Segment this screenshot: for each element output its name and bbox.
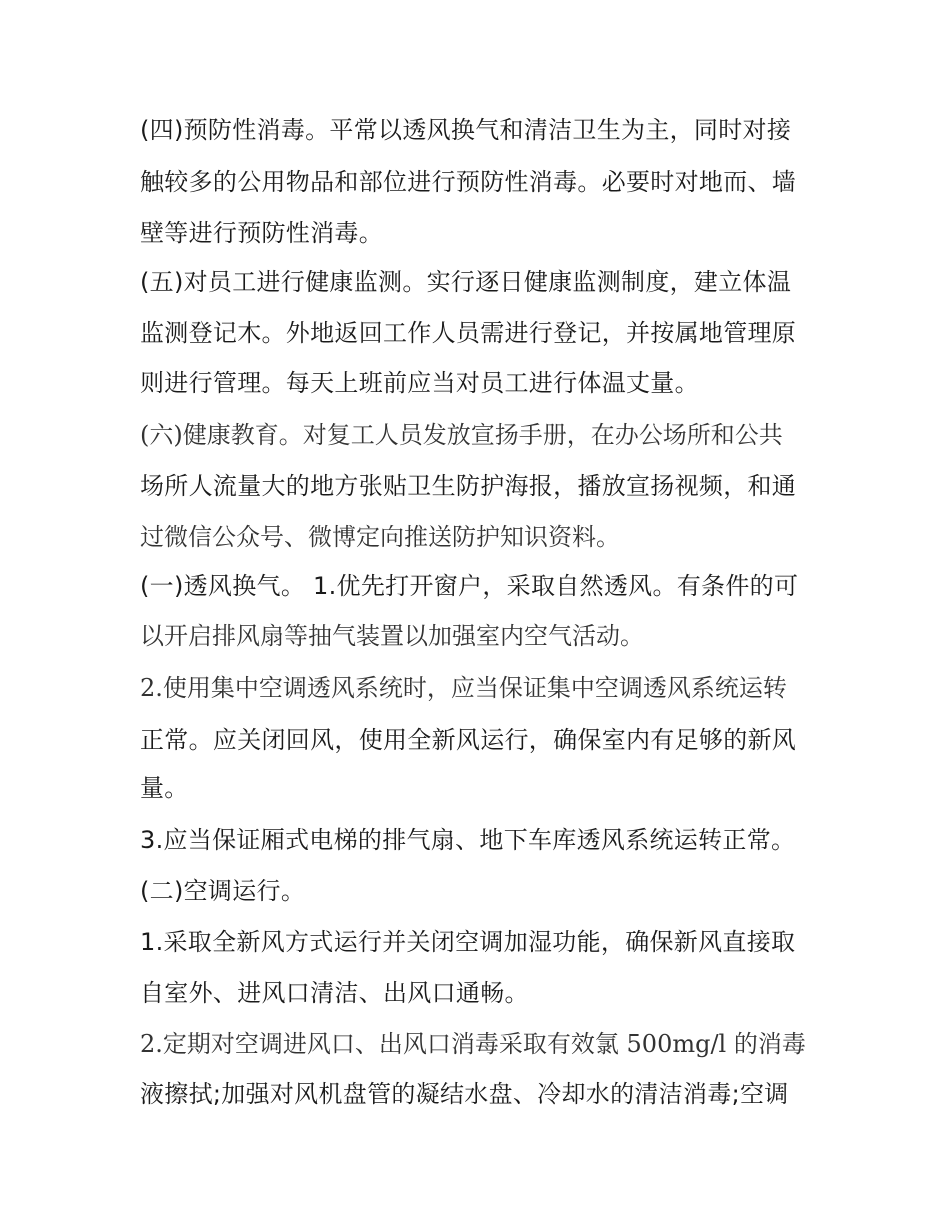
text-line: 自室外、进风口清洁、出风口通畅。 [140,979,529,1007]
text-line: 正常。应关闭回风，使用全新风运行，确保室内有足够的新风 [140,726,797,754]
text-line: 触较多的公用物品和部位进行预防性消毒。必要时对地而、墙 [140,168,797,196]
text-line: (二)空调运行。 [140,877,306,905]
text-line: 以开启排风扇等抽气装置以加强室内空气活动。 [140,622,644,650]
text-line: 2.使用集中空调透风系统时，应当保证集中空调透风系统运转 [140,674,787,702]
text-line: 液擦拭;加强对风机盘管的凝结水盘、冷却水的清洁消毒;空调 [140,1080,789,1108]
text-line: (一)透风换气。 1.优先打开窗户，采取自然透风。有条件的可 [140,572,799,600]
text-line: 量。 [140,774,189,802]
text-line: (五)对员工进行健康监测。实行逐日健康监测制度，建立体温 [140,268,792,296]
text-line: 壁等进行预防性消毒。 [140,219,383,247]
text-line: 3.应当保证厢式电梯的排气扇、地下车库透风系统运转正常。 [140,826,796,854]
text-line: (四)预防性消毒。平常以透风换气和清洁卫生为主，同时对接 [140,116,792,144]
text-line: 监测登记木。外地返回工作人员需进行登记，并按属地管理原 [140,319,797,347]
text-line: 场所人流量大的地方张贴卫生防护海报，播放宣扬视频，和通 [140,472,797,500]
text-line: 则进行管理。每天上班前应当对员工进行体温丈量。 [140,369,699,397]
text-line: 过微信公众号、微博定向推送防护知识资料。 [140,523,620,551]
text-line: 1.采取全新风方式运行并关闭空调加湿功能，确保新风直接取 [140,928,796,956]
text-line: 2.定期对空调进风口、出风口消毒采取有效氯 500mg/l 的消毒 [140,1030,806,1058]
text-line: (六)健康教育。对复工人员发放宣扬手册，在办公场所和公共 [140,421,783,449]
